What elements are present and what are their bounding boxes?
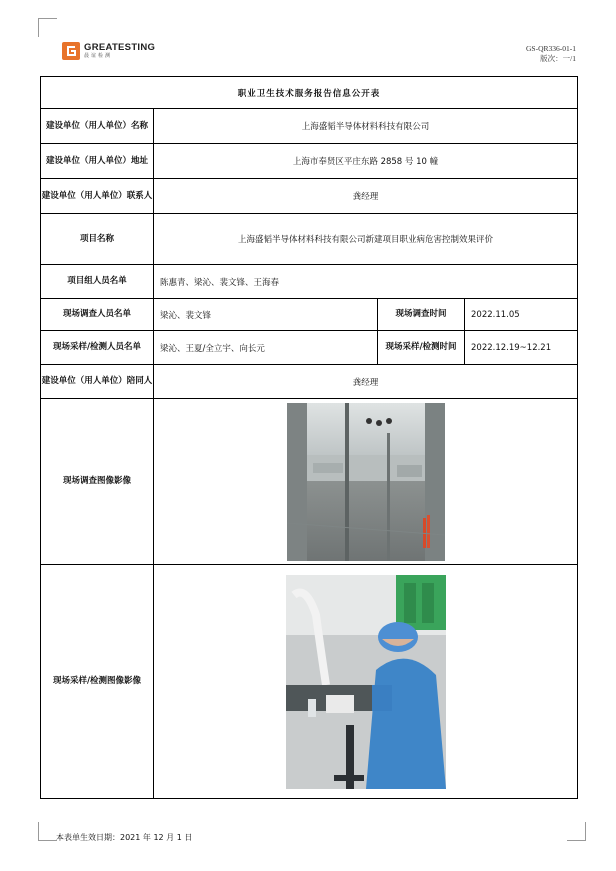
info-disclosure-table [40, 76, 578, 799]
address-label: 建设单位（用人单位）地址 [41, 144, 154, 179]
effective-date: 本表单生效日期：2021 年 12 月 1 日 [56, 833, 193, 842]
logo-chinese-name: 晨谊检测 [84, 53, 113, 60]
document-version: 版次：一/1 [540, 54, 576, 63]
project-name-value: 上海盛韬半导体材料科技有限公司新建项目职业病危害控制效果评价 [154, 214, 578, 265]
form-title: 职业卫生技术服务报告信息公开表 [41, 77, 578, 109]
sampling-time-label: 现场采样/检测时间 [378, 331, 465, 365]
sampling-photo-cell [154, 565, 578, 799]
unit-name-label: 建设单位（用人单位）名称 [41, 109, 154, 144]
escort-value: 龚经理 [154, 365, 578, 399]
escort-label: 建设单位（用人单位）陪同人 [41, 365, 154, 399]
sampling-staff-label: 现场采样/检测人员名单 [41, 331, 154, 365]
project-name-label: 项目名称 [41, 214, 154, 265]
survey-site-photo [287, 403, 445, 561]
survey-time-value: 2022.11.05 [465, 299, 578, 331]
survey-staff-value: 梁沁、裴文锋 [154, 299, 378, 331]
survey-time-label: 现场调查时间 [378, 299, 465, 331]
unit-name-value: 上海盛韬半导体材料科技有限公司 [154, 109, 578, 144]
corner-mark-bottom-left [38, 822, 57, 841]
project-team-value: 陈惠青、梁沁、裴文锋、王海春 [154, 265, 578, 299]
sampling-staff-value: 梁沁、王夏/全立宇、向长元 [154, 331, 378, 365]
document-code: GS-QR336-01-1 [526, 44, 576, 53]
survey-staff-label: 现场调查人员名单 [41, 299, 154, 331]
sampling-time-value: 2022.12.19~12.21 [465, 331, 578, 365]
logo-english-name: GREATESTING [84, 41, 156, 53]
survey-photo-label: 现场调查图像影像 [41, 399, 154, 565]
contact-label: 建设单位（用人单位）联系人 [41, 179, 154, 214]
document-code-block [526, 44, 576, 64]
survey-photo-cell [154, 399, 578, 565]
logo-icon [62, 42, 80, 60]
sampling-photo-label: 现场采样/检测图像影像 [41, 565, 154, 799]
contact-value: 龚经理 [154, 179, 578, 214]
corner-mark-bottom-right [567, 822, 586, 841]
address-value: 上海市奉贤区平庄东路 2858 号 10 幢 [154, 144, 578, 179]
sampling-site-photo [286, 575, 446, 789]
corner-mark-top-left [38, 18, 57, 37]
company-logo [62, 42, 155, 60]
project-team-label: 项目组人员名单 [41, 265, 154, 299]
